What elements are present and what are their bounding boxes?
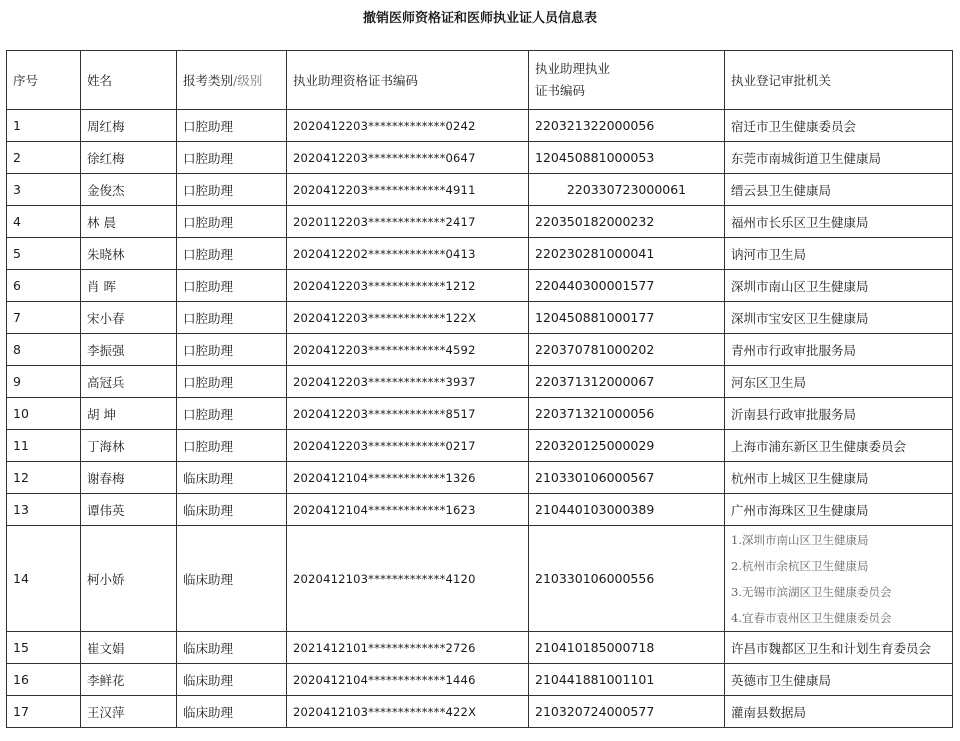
- cell-license: 210330106000567: [529, 462, 725, 494]
- header-category: [177, 51, 287, 110]
- cell-authority: 讷河市卫生局: [725, 238, 953, 270]
- header-authority: 执业登记审批机关: [725, 51, 953, 110]
- header-license-line2: 证书编码: [535, 83, 586, 98]
- header-cert: 执业助理资格证书编码: [287, 51, 529, 110]
- cell-name: 王汉萍: [81, 696, 177, 728]
- cell-cert: 2020412203*************4592: [287, 334, 529, 366]
- cell-license: 210410185000718: [529, 632, 725, 664]
- table-row: [7, 270, 953, 302]
- cell-authority: 深圳市南山区卫生健康局: [725, 270, 953, 302]
- header-category-label: 报考类别: [183, 73, 234, 88]
- cell-name: 谭伟英: [81, 494, 177, 526]
- cell-name: 李鲜花: [81, 664, 177, 696]
- table-row: [7, 366, 953, 398]
- cell-license: 220230281000041: [529, 238, 725, 270]
- cell-cert: 2020412104*************1326: [287, 462, 529, 494]
- cell-license: 120450881000053: [529, 142, 725, 174]
- cell-no: 8: [7, 334, 81, 366]
- cell-category: 临床助理: [177, 526, 287, 632]
- cell-no: 2: [7, 142, 81, 174]
- cell-authority: 东莞市南城街道卫生健康局: [725, 142, 953, 174]
- cell-authority: 缙云县卫生健康局: [725, 174, 953, 206]
- authority-list-item: 2.杭州市余杭区卫生健康局: [731, 558, 869, 573]
- cell-license: 210320724000577: [529, 696, 725, 728]
- cell-category: 口腔助理: [177, 174, 287, 206]
- cell-license: 210441881001101: [529, 664, 725, 696]
- cell-category: 口腔助理: [177, 398, 287, 430]
- cell-authority: 福州市长乐区卫生健康局: [725, 206, 953, 238]
- cell-category: 口腔助理: [177, 334, 287, 366]
- cell-no: 16: [7, 664, 81, 696]
- authority-list-item: 1.深圳市南山区卫生健康局: [731, 532, 869, 547]
- table-row: [7, 142, 953, 174]
- page-title: 撤销医师资格证和医师执业证人员信息表: [362, 11, 597, 26]
- header-no: 序号: [7, 51, 81, 110]
- cell-cert: 2020412203*************8517: [287, 398, 529, 430]
- table-row: [7, 696, 953, 728]
- cell-cert: 2021412101*************2726: [287, 632, 529, 664]
- cell-category: 口腔助理: [177, 302, 287, 334]
- cell-license: 210440103000389: [529, 494, 725, 526]
- cell-no: 11: [7, 430, 81, 462]
- cell-cert: 2020412203*************1212: [287, 270, 529, 302]
- cell-no: 3: [7, 174, 81, 206]
- cell-license: 220350182000232: [529, 206, 725, 238]
- cell-authority-list: [725, 526, 953, 632]
- header-license: [529, 51, 725, 110]
- cell-category: 临床助理: [177, 664, 287, 696]
- cell-authority: 深圳市宝安区卫生健康局: [725, 302, 953, 334]
- cell-name: 徐红梅: [81, 142, 177, 174]
- cell-category: 口腔助理: [177, 270, 287, 302]
- cell-license: 220370781000202: [529, 334, 725, 366]
- table-row: [7, 664, 953, 696]
- cell-cert: 2020412103*************422X: [287, 696, 529, 728]
- header-license-line1: 执业助理执业: [535, 61, 611, 76]
- cell-name: 金俊杰: [81, 174, 177, 206]
- table-row: [7, 494, 953, 526]
- cell-category: 口腔助理: [177, 238, 287, 270]
- cell-authority: 广州市海珠区卫生健康局: [725, 494, 953, 526]
- cell-license: 220371312000067: [529, 366, 725, 398]
- cell-no: 5: [7, 238, 81, 270]
- cell-license: 210330106000556: [529, 526, 725, 632]
- cell-cert: 2020412104*************1623: [287, 494, 529, 526]
- cell-category: 口腔助理: [177, 206, 287, 238]
- cell-license: 220321322000056: [529, 110, 725, 142]
- table-row: [7, 110, 953, 142]
- cell-license: 120450881000177: [529, 302, 725, 334]
- cell-cert: 2020412203*************4911: [287, 174, 529, 206]
- cell-name: 朱晓林: [81, 238, 177, 270]
- cell-authority: 英德市卫生健康局: [725, 664, 953, 696]
- cell-name: 林 晨: [81, 206, 177, 238]
- table-row: [7, 302, 953, 334]
- cell-category: 口腔助理: [177, 110, 287, 142]
- cell-category: 口腔助理: [177, 366, 287, 398]
- cell-cert: 2020412203*************122X: [287, 302, 529, 334]
- cell-name: 丁海林: [81, 430, 177, 462]
- cell-name: 李振强: [81, 334, 177, 366]
- cell-cert: 2020412103*************4120: [287, 526, 529, 632]
- table-row: [7, 398, 953, 430]
- cell-no: 10: [7, 398, 81, 430]
- cell-name: 崔文娟: [81, 632, 177, 664]
- header-row: [7, 51, 953, 110]
- table-row: [7, 526, 953, 632]
- cell-no: 12: [7, 462, 81, 494]
- cell-no: 17: [7, 696, 81, 728]
- cell-license: 220330723000061: [529, 174, 725, 206]
- cell-name: 周红梅: [81, 110, 177, 142]
- cell-category: 临床助理: [177, 494, 287, 526]
- authority-list-item: 3.无锡市滨湖区卫生健康委员会: [731, 584, 892, 599]
- cell-no: 9: [7, 366, 81, 398]
- cell-name: 高冠兵: [81, 366, 177, 398]
- table-row: [7, 462, 953, 494]
- cell-no: 4: [7, 206, 81, 238]
- cell-category: 口腔助理: [177, 142, 287, 174]
- cell-cert: 2020412202*************0413: [287, 238, 529, 270]
- cell-authority: 杭州市上城区卫生健康局: [725, 462, 953, 494]
- table-row: [7, 174, 953, 206]
- cell-cert: 2020112203*************2417: [287, 206, 529, 238]
- cell-no: 15: [7, 632, 81, 664]
- cell-cert: 2020412203*************0647: [287, 142, 529, 174]
- cell-authority: 沂南县行政审批服务局: [725, 398, 953, 430]
- cell-authority: 青州市行政审批服务局: [725, 334, 953, 366]
- cell-authority: 灌南县数据局: [725, 696, 953, 728]
- cell-name: 胡 坤: [81, 398, 177, 430]
- cell-name: 肖 晖: [81, 270, 177, 302]
- cell-category: 临床助理: [177, 696, 287, 728]
- cell-authority: 宿迁市卫生健康委员会: [725, 110, 953, 142]
- cell-no: 13: [7, 494, 81, 526]
- cell-category: 口腔助理: [177, 430, 287, 462]
- cell-license: 220371321000056: [529, 398, 725, 430]
- header-category-suffix: /级别: [233, 73, 263, 88]
- cell-authority: 河东区卫生局: [725, 366, 953, 398]
- table-row: [7, 632, 953, 664]
- table-row: [7, 334, 953, 366]
- cell-authority: 许昌市魏都区卫生和计划生育委员会: [725, 632, 953, 664]
- revocation-table: [6, 50, 953, 728]
- cell-no: 14: [7, 526, 81, 632]
- header-name: 姓名: [81, 51, 177, 110]
- cell-category: 临床助理: [177, 632, 287, 664]
- cell-cert: 2020412203*************0217: [287, 430, 529, 462]
- table-row: [7, 430, 953, 462]
- cell-category: 临床助理: [177, 462, 287, 494]
- cell-cert: 2020412203*************3937: [287, 366, 529, 398]
- cell-no: 6: [7, 270, 81, 302]
- cell-no: 1: [7, 110, 81, 142]
- cell-name: 谢春梅: [81, 462, 177, 494]
- cell-cert: 2020412104*************1446: [287, 664, 529, 696]
- table-row: [7, 238, 953, 270]
- cell-name: 宋小春: [81, 302, 177, 334]
- cell-no: 7: [7, 302, 81, 334]
- cell-license: 220440300001577: [529, 270, 725, 302]
- cell-name: 柯小娇: [81, 526, 177, 632]
- cell-authority: 上海市浦东新区卫生健康委员会: [725, 430, 953, 462]
- cell-cert: 2020412203*************0242: [287, 110, 529, 142]
- cell-license: 220320125000029: [529, 430, 725, 462]
- authority-list-item: 4.宜春市袁州区卫生健康委员会: [731, 610, 892, 625]
- table-row: [7, 206, 953, 238]
